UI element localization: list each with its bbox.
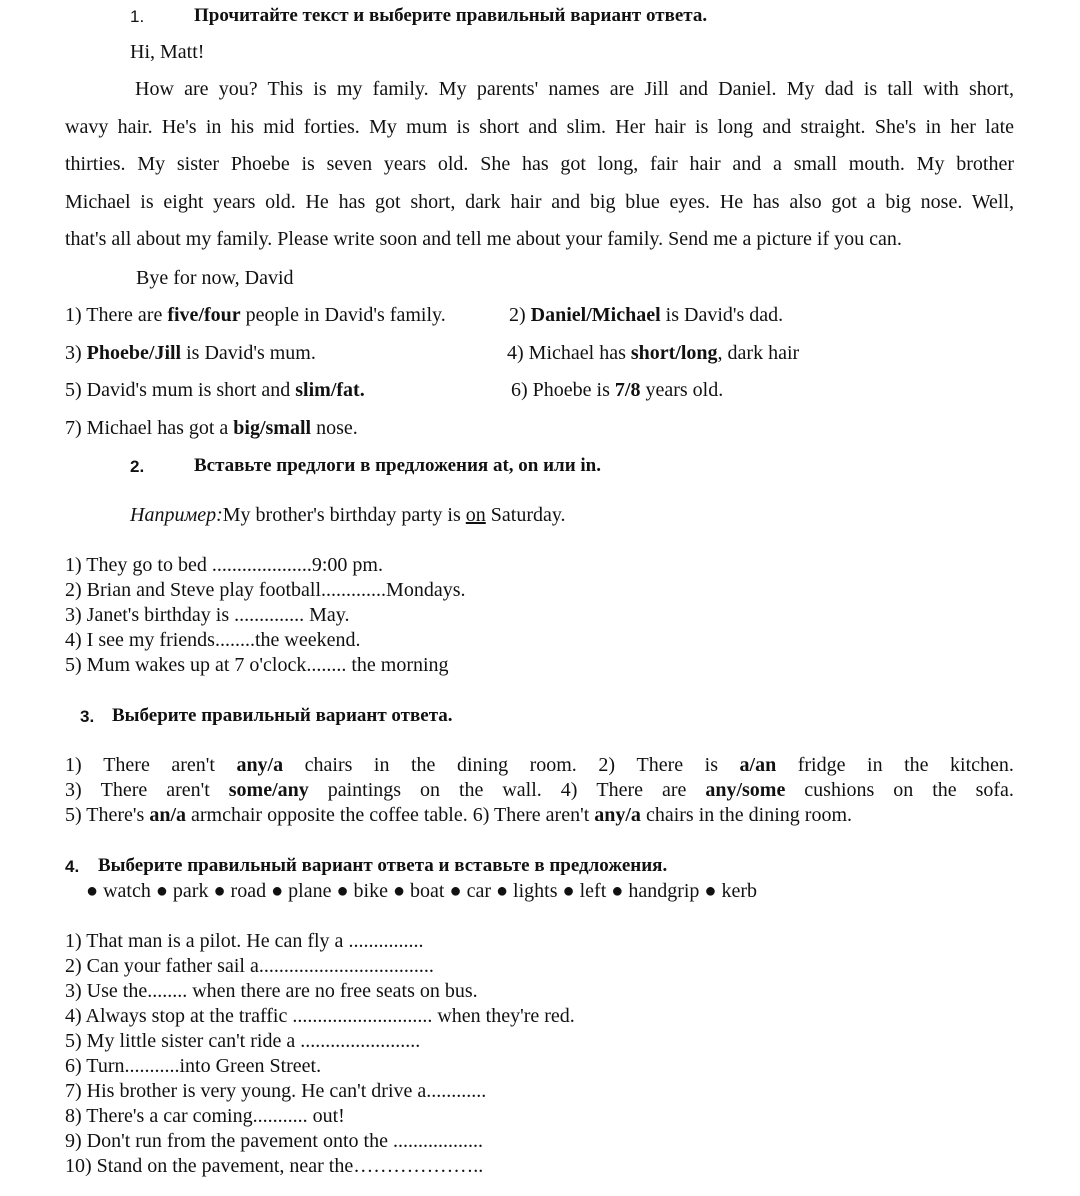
word: on	[893, 779, 914, 801]
task3-row	[65, 753, 1014, 778]
question-choice: big/small	[233, 417, 312, 439]
word: paintings	[327, 779, 402, 801]
word: room.	[529, 754, 577, 776]
question-text: is David's mum.	[181, 342, 316, 364]
task4-item: 4) Always stop at the traffic ............................ when they're red.	[65, 1005, 575, 1027]
example-text: Saturday.	[485, 504, 566, 526]
task2-example	[130, 503, 566, 527]
task2-item: 5) Mum wakes up at 7 o'clock........ the morning	[65, 654, 449, 676]
task4-number: 4.	[65, 857, 80, 876]
task1-question	[65, 303, 446, 327]
task2-item: 3) Janet's birthday is .............. May.	[65, 604, 350, 626]
task4-item: 2) Can your father sail a...................................	[65, 955, 434, 977]
word: fridge	[797, 754, 846, 776]
word: chairs in the dining room.	[640, 804, 853, 826]
question-choice: five/four	[167, 304, 241, 326]
question-text: 5) David's mum is short and	[65, 379, 296, 401]
question-choice: Daniel/Michael	[530, 304, 661, 326]
task3-row	[65, 803, 852, 827]
question-choice: Phoebe/Jill	[86, 342, 182, 364]
task4-header	[65, 854, 79, 879]
task4-item: 5) My little sister can't ride a ........................	[65, 1030, 421, 1052]
letter-line: Michael is eight years old. He has got short, dark hair and big blue eyes. He has also got a big nose. Well,	[65, 190, 1014, 213]
choice: any/a	[236, 754, 284, 776]
task4-item: 9) Don't run from the pavement onto the ..................	[65, 1130, 483, 1152]
word: are	[661, 779, 687, 801]
letter-greeting: Hi, Matt!	[130, 41, 205, 63]
letter-line: wavy hair. He's in his mid forties. My mum is short and slim. Her hair is long and straight. She's in her late	[65, 115, 1014, 138]
choice: some/any	[228, 779, 309, 801]
letter-line: that's all about my family. Please write soon and tell me about your family. Send me a picture if you can.	[65, 228, 902, 251]
task2-number: 2.	[130, 457, 145, 476]
question-text: , dark hair	[717, 342, 800, 364]
question-text: 6) Phoebe is	[511, 379, 615, 401]
word: on	[420, 779, 440, 801]
task4-item: 3) Use the........ when there are no free seats on bus.	[65, 980, 478, 1002]
task1-question	[507, 341, 799, 365]
word: 2)	[598, 754, 615, 776]
task4-item: 6) Turn...........into Green Street.	[65, 1055, 322, 1077]
question-text: 7) Michael has got a	[65, 417, 234, 439]
choice: any/a	[594, 804, 641, 826]
word: kitchen.	[950, 754, 1014, 776]
question-text: 4) Michael has	[507, 342, 631, 364]
task2-title: Вставьте предлоги в предложения at, on или in.	[194, 455, 601, 476]
word: 5) There's	[65, 804, 150, 826]
question-text: 3)	[65, 342, 87, 364]
word: dining	[456, 754, 509, 776]
word: There	[596, 779, 643, 801]
word: 3)	[65, 779, 82, 801]
task4-item: 10) Stand on the pavement, near the………………..	[65, 1155, 484, 1177]
task1-number: 1.	[130, 7, 145, 26]
word: the	[904, 754, 929, 776]
task2-item: 4) I see my friends........the weekend.	[65, 629, 361, 651]
task1-title: Прочитайте текст и выберите правильный вариант ответа.	[194, 5, 708, 26]
word: in	[373, 754, 390, 776]
task1-question	[511, 378, 723, 402]
choice: any/some	[705, 779, 786, 801]
task4-item: 1) That man is a pilot. He can fly a ...............	[65, 930, 424, 952]
task3-number: 3.	[80, 707, 95, 726]
word: aren't	[166, 779, 210, 801]
word: is	[704, 754, 719, 776]
task2-header	[130, 454, 144, 479]
word: chairs	[304, 754, 353, 776]
word: 1)	[65, 754, 82, 776]
example-label: Например:	[130, 504, 223, 526]
question-text: people in David's family.	[240, 304, 446, 326]
question-choice: 7/8	[614, 379, 641, 401]
task3-header	[80, 704, 94, 729]
word: the	[932, 779, 957, 801]
word: 4)	[560, 779, 578, 801]
word: wall.	[502, 779, 542, 801]
word: cushions	[804, 779, 875, 801]
letter-signoff: Bye for now, David	[136, 267, 294, 289]
word: the	[458, 779, 484, 801]
task2-item: 1) They go to bed ....................9:00 pm.	[65, 554, 383, 576]
word: sofa.	[975, 779, 1014, 801]
task4-title: Выберите правильный вариант ответа и вставьте в предложения.	[98, 855, 668, 876]
word: in	[867, 754, 883, 776]
word: There	[103, 754, 150, 776]
task4-item: 8) There's a car coming........... out!	[65, 1105, 345, 1127]
word: the	[411, 754, 436, 776]
task3-title: Выберите правильный вариант ответа.	[112, 705, 453, 726]
question-text: nose.	[311, 417, 358, 439]
task1-question	[65, 341, 316, 365]
word-bank: ● watch ● park ● road ● plane ● bike ● boat ● car ● lights ● left ● handgrip ● kerb	[86, 880, 758, 902]
word: armchair opposite the coffee table. 6) There aren't	[186, 804, 595, 826]
task4-item: 7) His brother is very young. He can't drive a............	[65, 1080, 487, 1102]
letter-line: thirties. My sister Phoebe is seven years old. She has got long, fair hair and a small mouth. My brother	[65, 153, 1014, 176]
word: aren't	[171, 754, 215, 776]
task1-question	[65, 378, 365, 402]
task1-question	[65, 416, 358, 440]
question-text: years old.	[640, 379, 724, 401]
question-text: 1) There are	[65, 304, 168, 326]
choice: a/an	[739, 754, 777, 776]
task1-question	[509, 303, 783, 327]
example-answer: on	[465, 504, 486, 526]
letter-body	[65, 71, 1014, 259]
task1-header	[130, 4, 144, 29]
letter-line: How are you? This is my family. My parents' names are Jill and Daniel. My dad is tall with short,	[135, 78, 1014, 100]
question-choice: short/long	[630, 342, 718, 364]
word: There	[100, 779, 148, 801]
question-choice: slim/fat.	[295, 379, 365, 401]
word: There	[636, 754, 684, 776]
question-text: is David's dad.	[660, 304, 784, 326]
choice: an/a	[149, 804, 187, 826]
task3-row	[65, 778, 1014, 803]
example-text: My brother's birthday party is	[222, 504, 466, 526]
question-text: 2)	[509, 304, 531, 326]
task2-item: 2) Brian and Steve play football.............Mondays.	[65, 579, 466, 601]
